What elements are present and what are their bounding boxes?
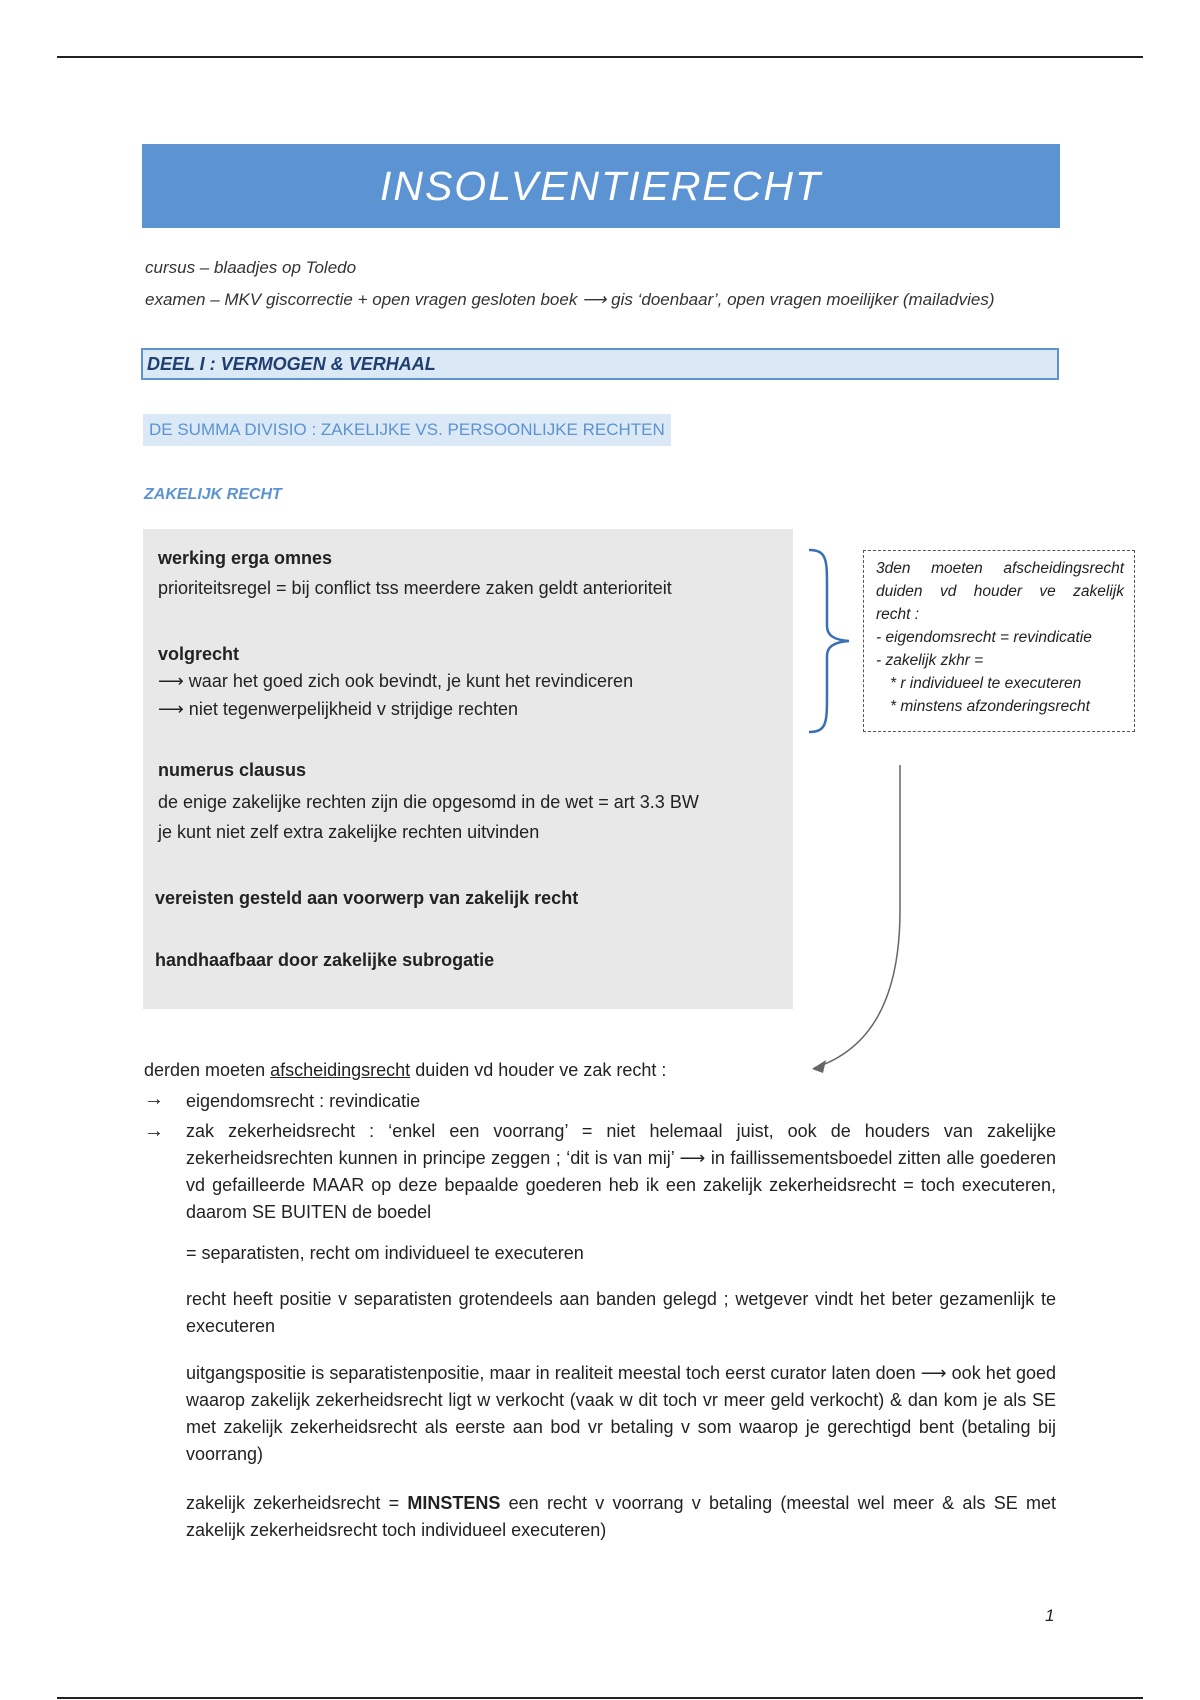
bottom-rule <box>57 1697 1143 1699</box>
side-note <box>863 550 1135 732</box>
numerus-line-1: de enige zakelijke rechten zijn die opgesomd in de wet = art 3.3 BW <box>158 792 699 812</box>
para-uitgangspositie: uitgangspositie is separatistenpositie, maar in realiteit meestal toch eerst curator laten doen ⟶ ook het goed waarop zakelijk zekerheidsrecht ligt w verkocht (vaak w dit toch vr meer geld verkocht) & dan kom je als SE met zakelijk zekerheidsrecht als eerste aan bod vr betaling v som waarop je gerechtigd bent (betaling bij voorrang) <box>186 1363 1056 1464</box>
intro-cursus: cursus – blaadjes op Toledo <box>145 258 357 277</box>
note-line-5: - zakelijk zkhr = <box>876 652 984 669</box>
note-line-3: recht : <box>876 606 920 623</box>
deel-heading: DEEL I : VERMOGEN & VERHAAL <box>141 348 1059 380</box>
note-line-6: * r individueel te executeren <box>890 675 1082 692</box>
para-minstens-suffix: een recht v voorrang v betaling (meestal wel meer & als SE met zakelijk zekerheidsrecht toch individueel executeren) <box>186 1493 1056 1540</box>
document-title: INSOLVENTIERECHT <box>142 144 1060 228</box>
derden-prefix: derden moeten <box>144 1060 271 1080</box>
para-positie: recht heeft positie v separatisten grotendeels aan banden gelegd ; wetgever vindt het beter gezamenlijk te executeren <box>186 1289 1056 1336</box>
curved-arrow-icon <box>800 760 910 1080</box>
curly-brace-icon <box>805 548 855 734</box>
werking-text: prioriteitsregel = bij conflict tss meerdere zaken geldt anterioriteit <box>158 578 672 598</box>
note-line-1: 3den moeten afscheidingsrecht <box>876 560 1124 577</box>
bullet-arrow-2: → <box>144 1120 164 1142</box>
derden-line <box>144 1057 666 1084</box>
derden-underlined: afscheidingsrecht <box>270 1060 411 1080</box>
volgrecht-title: volgrecht <box>158 644 240 664</box>
numerus-title: numerus clausus <box>158 760 307 780</box>
subsection-heading: ZAKELIJK RECHT <box>144 486 282 503</box>
para-minstens <box>186 1490 1056 1544</box>
numerus-line-2: je kunt niet zelf extra zakelijke rechten uitvinden <box>158 822 540 842</box>
note-line-7: * minstens afzonderingsrecht <box>890 698 1090 715</box>
para-separatisten: = separatisten, recht om individueel te executeren <box>186 1243 584 1263</box>
page-number: 1 <box>1045 1606 1055 1625</box>
section-heading: DE SUMMA DIVISIO : ZAKELIJKE VS. PERSOONLIJKE RECHTEN <box>143 414 671 446</box>
werking-title: werking erga omnes <box>158 548 333 568</box>
volgrecht-line-1: ⟶ waar het goed zich ook bevindt, je kunt het revindiceren <box>158 671 634 691</box>
vereisten-title: vereisten gesteld aan voorwerp van zakelijk recht <box>155 888 579 908</box>
bullet-eigendomsrecht: eigendomsrecht : revindicatie <box>186 1091 421 1111</box>
note-line-2: duiden vd houder ve zakelijk <box>876 583 1124 600</box>
para-minstens-bold: MINSTENS <box>407 1493 501 1513</box>
intro-examen: examen – MKV giscorrectie + open vragen gesloten boek ⟶ gis ‘doenbaar’, open vragen moeilijker (mailadvies) <box>145 290 995 309</box>
note-line-4: - eigendomsrecht = revindicatie <box>876 629 1092 646</box>
bullet-zak-zekerheidsrecht: zak zekerheidsrecht : ‘enkel een voorrang’ = niet helemaal juist, ook de houders van zakelijke zekerheidsrechten kunnen in principe zeggen ; ‘dit is van mij’ ⟶ in faillissementsboedel zitten alle goederen vd gefailleerde MAAR op deze bepaalde goederen heb ik een zakelijk zekerheidsrecht = toch executeren, daarom SE BUITEN de boedel <box>186 1121 1056 1222</box>
top-rule <box>57 56 1143 58</box>
handhaafbaar-title: handhaafbaar door zakelijke subrogatie <box>155 950 495 970</box>
bullet-arrow-1: → <box>144 1088 164 1110</box>
derden-suffix: duiden vd houder ve zak recht : <box>410 1060 667 1080</box>
volgrecht-line-2: ⟶ niet tegenwerpelijkheid v strijdige rechten <box>158 699 518 719</box>
para-minstens-prefix: zakelijk zekerheidsrecht = <box>186 1493 408 1513</box>
